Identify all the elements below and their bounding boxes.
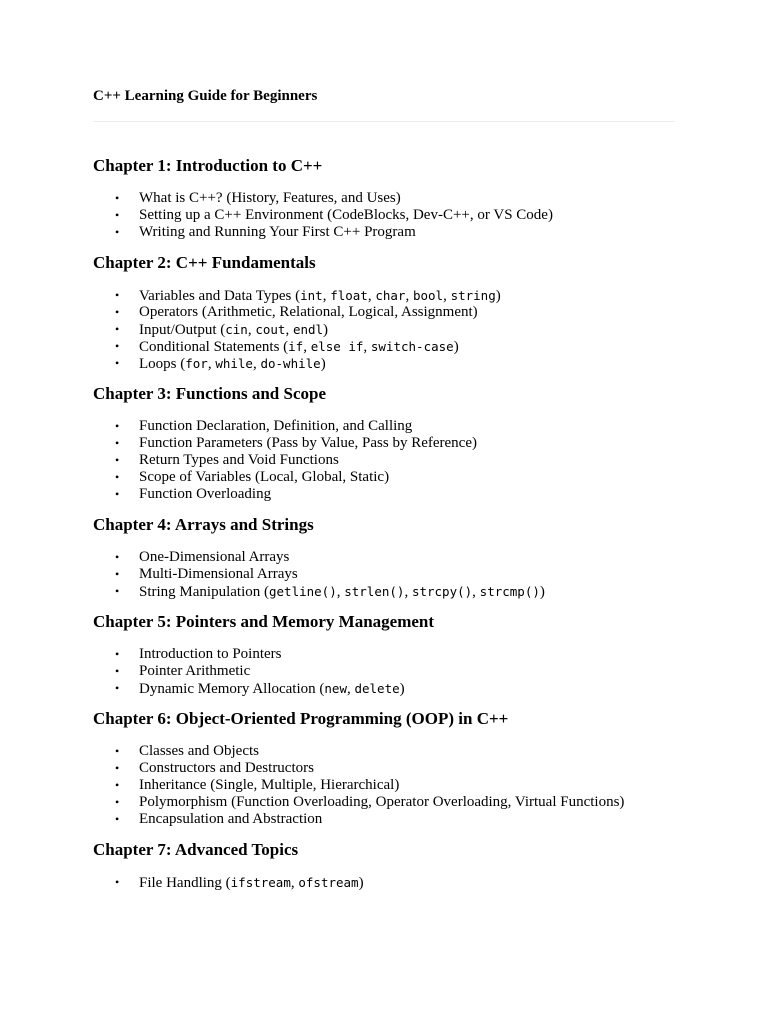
code-keyword: int — [300, 288, 323, 303]
bullet-icon: • — [115, 584, 120, 598]
topic-item — [93, 583, 675, 600]
chapter-section-3 — [93, 383, 675, 503]
code-keyword: getline() — [269, 584, 337, 599]
chapter-heading: Chapter 7: Advanced Topics — [93, 840, 299, 859]
bullet-icon: • — [115, 225, 120, 239]
chapter-section-7 — [93, 839, 675, 891]
chapter-list — [93, 155, 675, 902]
code-keyword: delete — [354, 681, 400, 696]
bullet-icon: • — [115, 812, 120, 826]
topic-item — [93, 777, 675, 794]
topic-text: , — [207, 356, 216, 372]
bullet-icon: • — [115, 778, 120, 792]
topic-text: Multi-Dimensional Arrays — [139, 566, 298, 582]
topic-item — [93, 190, 675, 207]
topic-item — [93, 355, 675, 372]
topic-text: Function Parameters (Pass by Value, Pass by Reference) — [139, 435, 477, 451]
title-divider — [93, 121, 675, 122]
topic-text: , — [336, 584, 345, 600]
bullet-icon: • — [115, 436, 120, 450]
topic-item — [93, 321, 675, 338]
topic-item — [93, 207, 675, 224]
topic-list — [93, 646, 675, 697]
bullet-icon: • — [115, 191, 120, 205]
topic-text: , — [472, 584, 480, 600]
topic-text: , — [367, 288, 376, 304]
topic-item — [93, 486, 675, 503]
topic-item — [93, 743, 675, 760]
topic-item — [93, 304, 675, 321]
topic-list — [93, 874, 675, 891]
code-keyword: if — [288, 339, 304, 354]
topic-item — [93, 287, 675, 304]
topic-text: One-Dimensional Arrays — [139, 549, 290, 565]
topic-text: Polymorphism (Function Overloading, Operator Overloading, Virtual Functions) — [139, 794, 625, 810]
topic-text: Inheritance (Single, Multiple, Hierarchical) — [139, 777, 400, 793]
topic-list — [93, 190, 675, 241]
code-keyword: strcpy() — [411, 584, 473, 599]
topic-item — [93, 566, 675, 583]
chapter-section-5 — [93, 611, 675, 697]
topic-text: ) — [399, 681, 405, 697]
topic-text: ) — [323, 322, 329, 338]
bullet-icon: • — [115, 453, 120, 467]
code-keyword: for — [185, 356, 208, 371]
bullet-icon: • — [115, 288, 120, 302]
bullet-icon: • — [115, 664, 120, 678]
bullet-icon: • — [115, 356, 120, 370]
code-keyword: do-while — [260, 356, 321, 371]
bullet-icon: • — [115, 470, 120, 484]
topic-text: , — [303, 339, 311, 355]
chapter-heading: Chapter 5: Pointers and Memory Management — [93, 612, 435, 631]
chapter-section-1 — [93, 155, 675, 241]
topic-text: Input/Output ( — [139, 322, 226, 338]
document-title: C++ Learning Guide for Beginners — [93, 88, 318, 104]
topic-text: Dynamic Memory Allocation ( — [139, 681, 325, 697]
topic-text: Encapsulation and Abstraction — [139, 811, 323, 827]
topic-text: Pointer Arithmetic — [139, 663, 251, 679]
topic-item — [93, 469, 675, 486]
code-keyword: endl — [292, 322, 324, 337]
topic-item — [93, 811, 675, 828]
code-keyword: switch-case — [370, 339, 454, 354]
topic-item — [93, 338, 675, 355]
code-keyword: cout — [255, 322, 286, 337]
bullet-icon: • — [115, 875, 120, 889]
bullet-icon: • — [115, 487, 120, 501]
code-keyword: bool — [412, 288, 444, 303]
topic-text: File Handling ( — [139, 875, 231, 891]
topic-item — [93, 452, 675, 469]
bullet-icon: • — [115, 761, 120, 775]
topic-text: Operators (Arithmetic, Relational, Logical, Assignment) — [139, 304, 478, 320]
topic-text: Scope of Variables (Local, Global, Static) — [139, 469, 390, 485]
bullet-icon: • — [115, 305, 120, 319]
topic-text: Loops ( — [139, 356, 186, 372]
bullet-icon: • — [115, 647, 120, 661]
topic-text: Variables and Data Types ( — [139, 288, 301, 304]
topic-text: Constructors and Destructors — [139, 760, 314, 776]
chapter-section-2 — [93, 252, 675, 372]
topic-text: What is C++? (History, Features, and Uses) — [139, 190, 401, 206]
bullet-icon: • — [115, 550, 120, 564]
topic-text: , — [443, 288, 451, 304]
topic-item — [93, 418, 675, 435]
bullet-icon: • — [115, 339, 120, 353]
code-keyword: ofstream — [298, 875, 359, 890]
topic-text: , — [404, 584, 412, 600]
topic-text: , — [363, 339, 371, 355]
topic-list — [93, 549, 675, 600]
topic-text: , — [247, 322, 256, 338]
code-keyword: strcmp() — [479, 584, 540, 599]
code-keyword: else if — [310, 339, 364, 354]
code-keyword: while — [215, 356, 253, 371]
chapter-heading: Chapter 6: Object-Oriented Programming (OOP) in C++ — [93, 709, 509, 728]
topic-text: , — [290, 875, 299, 891]
topic-text: ) — [358, 875, 364, 891]
topic-text: , — [346, 681, 355, 697]
topic-text: ) — [320, 356, 326, 372]
chapter-heading: Chapter 4: Arrays and Strings — [93, 515, 314, 534]
code-keyword: cin — [225, 322, 248, 337]
bullet-icon: • — [115, 208, 120, 222]
topic-text: , — [285, 322, 293, 338]
topic-text: Setting up a C++ Environment (CodeBlocks, Dev-C++, or VS Code) — [139, 207, 553, 223]
chapter-heading: Chapter 3: Functions and Scope — [93, 384, 326, 403]
topic-list — [93, 287, 675, 372]
topic-text: , — [405, 288, 413, 304]
chapter-section-6 — [93, 708, 675, 828]
topic-text: ) — [539, 584, 545, 600]
bullet-icon: • — [115, 322, 120, 336]
code-keyword: ifstream — [230, 875, 291, 890]
topic-item — [93, 549, 675, 566]
topic-item — [93, 224, 675, 241]
code-keyword: strlen() — [344, 584, 405, 599]
topic-item — [93, 680, 675, 697]
bullet-icon: • — [115, 744, 120, 758]
topic-text: Classes and Objects — [139, 743, 259, 759]
bullet-icon: • — [115, 567, 120, 581]
code-keyword: string — [450, 288, 496, 303]
code-keyword: char — [375, 288, 406, 303]
chapter-heading: Chapter 2: C++ Fundamentals — [93, 253, 316, 272]
topic-text: , — [252, 356, 261, 372]
topic-item — [93, 663, 675, 680]
topic-text: Function Overloading — [139, 486, 272, 502]
bullet-icon: • — [115, 681, 120, 695]
chapter-heading: Chapter 1: Introduction to C++ — [93, 156, 323, 175]
topic-item — [93, 646, 675, 663]
topic-text: Writing and Running Your First C++ Program — [139, 224, 416, 240]
chapter-section-4 — [93, 514, 675, 600]
topic-text: Introduction to Pointers — [139, 646, 282, 662]
topic-item — [93, 874, 675, 891]
code-keyword: new — [324, 681, 347, 696]
topic-item — [93, 760, 675, 777]
topic-text: String Manipulation ( — [139, 584, 269, 600]
topic-item — [93, 435, 675, 452]
topic-text: ) — [453, 339, 459, 355]
topic-list — [93, 418, 675, 503]
topic-list — [93, 743, 675, 828]
topic-text: ) — [495, 288, 501, 304]
bullet-icon: • — [115, 419, 120, 433]
topic-text: , — [322, 288, 331, 304]
topic-item — [93, 794, 675, 811]
bullet-icon: • — [115, 795, 120, 809]
topic-text: Conditional Statements ( — [139, 339, 289, 355]
topic-text: Return Types and Void Functions — [139, 452, 339, 468]
topic-text: Function Declaration, Definition, and Calling — [139, 418, 413, 434]
code-keyword: float — [330, 288, 368, 303]
